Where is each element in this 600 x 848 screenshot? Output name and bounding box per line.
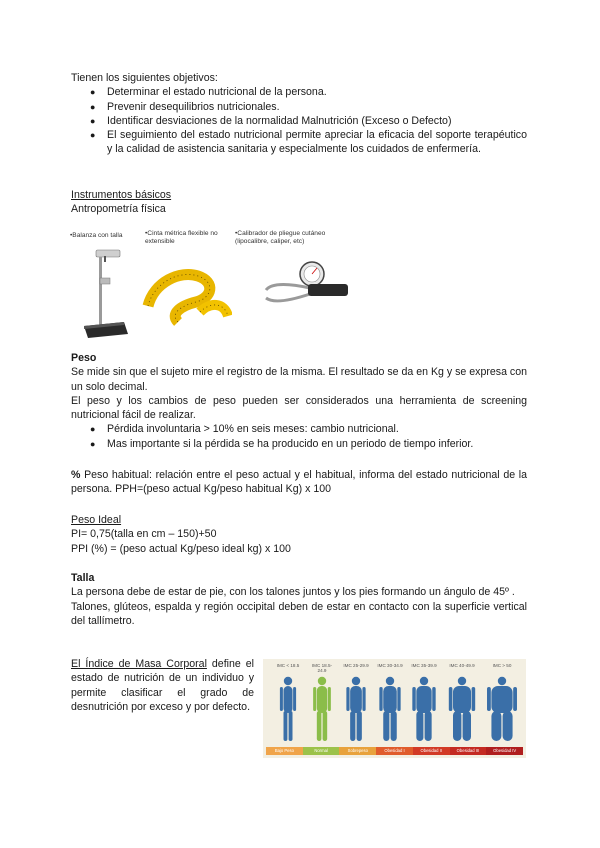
instruments-title: Instrumentos básicos [71,189,172,201]
list-item: ● Determinar el estado nutricional de la persona. [90,86,327,99]
body-silhouette-icon [379,677,400,741]
tape-measure-icon [140,262,232,330]
bullet-icon: ● [90,115,96,126]
bmi-category: Sobrepeso [339,747,376,755]
peso-habitual-paragraph: % Peso habitual: relación entre el peso actual y el habitual, informa del estado nutricional de la persona. PPH=(peso actual Kg/peso habitual Kg) x 100 [71,469,527,496]
bmi-label: IMC 25-29.9 [343,663,369,668]
bmi-category: Obesidad II [413,747,450,755]
bmi-label: IMC > 50 [492,663,512,668]
bmi-category: Obesidad IV [486,747,523,755]
bmi-figure [263,659,526,758]
instruments-subtitle: Antropometría física [71,203,166,216]
body-silhouette-icon [449,677,475,741]
list-item: ● Pérdida involuntaria > 10% en seis meses: cambio nutricional. [90,423,399,436]
talla-section [71,571,527,628]
peso-ideal-section [71,513,527,556]
percent-symbol: % [71,469,81,481]
tape-caption: •Cinta métrica flexible no extensible [145,230,218,245]
talla-title: Talla [71,572,95,584]
list-item: ● Mas importante si la pérdida se ha producido en un periodo de tiempo inferior. [90,437,474,450]
bmi-label: IMC 30-34.9 [377,663,403,668]
bullet-icon: ● [90,101,96,112]
peso-title: Peso [71,352,97,364]
imc-link: El Índice de Masa Corporal [71,658,207,670]
body-silhouette-icon [313,677,331,741]
bmi-label: IMC 40-49.9 [449,663,475,668]
scale-with-height-rod-icon [78,248,130,340]
imc-paragraph: El Índice de Masa Corporal define el estado de nutrición de un individuo y permite clasificar el grado de desnutrición por exceso y por defecto. [71,658,255,713]
body-silhouette-icon [346,677,365,741]
peso-paragraph-1: Se mide sin que el sujeto mire el registro de la misma. El resultado se da en Kg y se expresa con un solo decimal. [71,366,527,393]
peso-bullets [71,422,527,451]
peso-ideal-formula-2: PPI (%) = (peso actual Kg/peso ideal kg) x 100 [71,542,291,555]
bmi-category: Obesidad I [376,747,413,755]
bullet-icon: ● [90,424,96,435]
body-silhouette-icon [412,677,435,741]
caliper-caption: •Calibrador de pliegue cutáneo (lipocalibre, caliper, etc) [235,230,326,245]
bullet-icon: ● [90,87,96,98]
objectives-intro: Tienen los siguientes objetivos: [71,72,218,84]
bmi-category-bar [266,747,523,755]
bullet-icon: ● [90,130,96,141]
bullet-icon: ● [90,438,96,449]
peso-paragraph-2: El peso y los cambios de peso pueden ser considerados una herramienta de screening nutricional fácil de realizar. [71,394,527,422]
objectives-section [71,71,527,157]
list-item: ● El seguimiento del estado nutricional permite apreciar la eficacia del soporte terapéutico y la calidad de asistencia sanitaria y especialmente los cuidados de enfermería. [90,129,527,156]
list-item: ● Identificar desviaciones de la normalidad Malnutrición (Exceso o Defecto) [90,114,452,127]
bmi-category: Obesidad III [450,747,487,755]
bmi-label: IMC 18.5-24.9 [311,663,333,674]
peso-ideal-formula-1: PI= 0,75(talla en cm – 150)+50 [71,528,217,541]
list-item: ● Prevenir desequilibrios nutricionales. [90,100,280,113]
skinfold-caliper-icon [262,258,354,310]
talla-paragraph-1: La persona debe de estar de pie, con los talones juntos y los pies formando un ángulo de 45º . [71,586,515,599]
scale-caption: •Balanza con talla [70,232,123,239]
peso-ideal-title: Peso Ideal [71,514,122,526]
body-silhouettes [263,659,526,758]
bmi-label: IMC 35-39.9 [411,663,437,668]
talla-paragraph-2: Talones, glúteos, espalda y región occipital deben de estar en contacto con la superficie vertical del tallímetro. [71,600,527,627]
peso-section [71,351,527,451]
body-silhouette-icon [487,677,517,741]
bmi-category: Bajo Peso [266,747,303,755]
bmi-category: Normal [303,747,340,755]
body-silhouette-icon [280,677,296,741]
instruments-section [71,188,527,217]
objectives-list [71,85,527,156]
bmi-label: IMC < 18.5 [276,663,300,668]
